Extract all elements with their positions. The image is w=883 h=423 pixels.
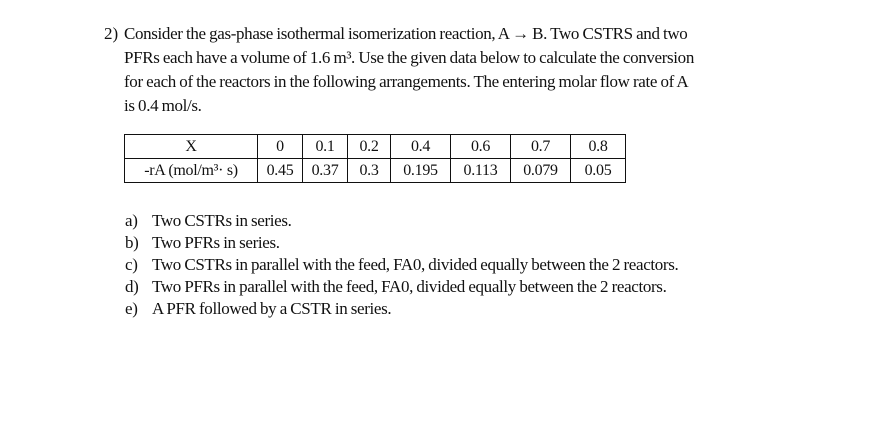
list-item [125,254,678,276]
row-header-conversion: X [125,135,258,159]
table-cell: 0.113 [451,159,511,183]
part-label: b) [125,233,139,252]
table-cell: 0.1 [303,135,348,159]
list-item [125,210,678,232]
table-cell: 0 [258,135,303,159]
table-cell: 0.3 [348,159,391,183]
rate-data-table [124,134,626,183]
problem-line: for each of the reactors in the following arrangements. The entering molar flow rate of A [124,72,689,91]
problem-number: 2) [104,24,119,43]
problem-statement [104,22,784,118]
question-parts [125,210,678,320]
table-cell: 0.37 [303,159,348,183]
problem-text [124,22,784,118]
part-text: Two CSTRs in series. [152,211,292,230]
list-item [125,298,678,320]
table-cell: 0.079 [511,159,571,183]
row-header-rate: -rA (mol/m³· s) [125,159,258,183]
list-item [125,276,678,298]
part-text: Two CSTRs in parallel with the feed, FA0, divided equally between the 2 reactors. [152,255,679,274]
table-cell: 0.195 [391,159,451,183]
table-row-conversion [125,135,626,159]
table-cell: 0.7 [511,135,571,159]
problem-line: Consider the gas-phase isothermal isomerization reaction, A → B. Two CSTRS and two [124,24,688,43]
part-label: c) [125,255,138,274]
part-text: Two PFRs in parallel with the feed, FA0, divided equally between the 2 reactors. [152,277,667,296]
table-cell: 0.6 [451,135,511,159]
problem-line: PFRs each have a volume of 1.6 m³. Use the given data below to calculate the conversion [124,48,694,67]
table-cell: 0.4 [391,135,451,159]
table-cell: 0.2 [348,135,391,159]
table-cell: 0.8 [571,135,626,159]
table-cell: 0.45 [258,159,303,183]
problem-line: is 0.4 mol/s. [124,96,202,115]
part-text: A PFR followed by a CSTR in series. [152,299,392,318]
part-label: a) [125,211,138,230]
part-label: e) [125,299,138,318]
table-cell: 0.05 [571,159,626,183]
list-item [125,232,678,254]
part-text: Two PFRs in series. [152,233,280,252]
part-label: d) [125,277,139,296]
table-row-rate [125,159,626,183]
